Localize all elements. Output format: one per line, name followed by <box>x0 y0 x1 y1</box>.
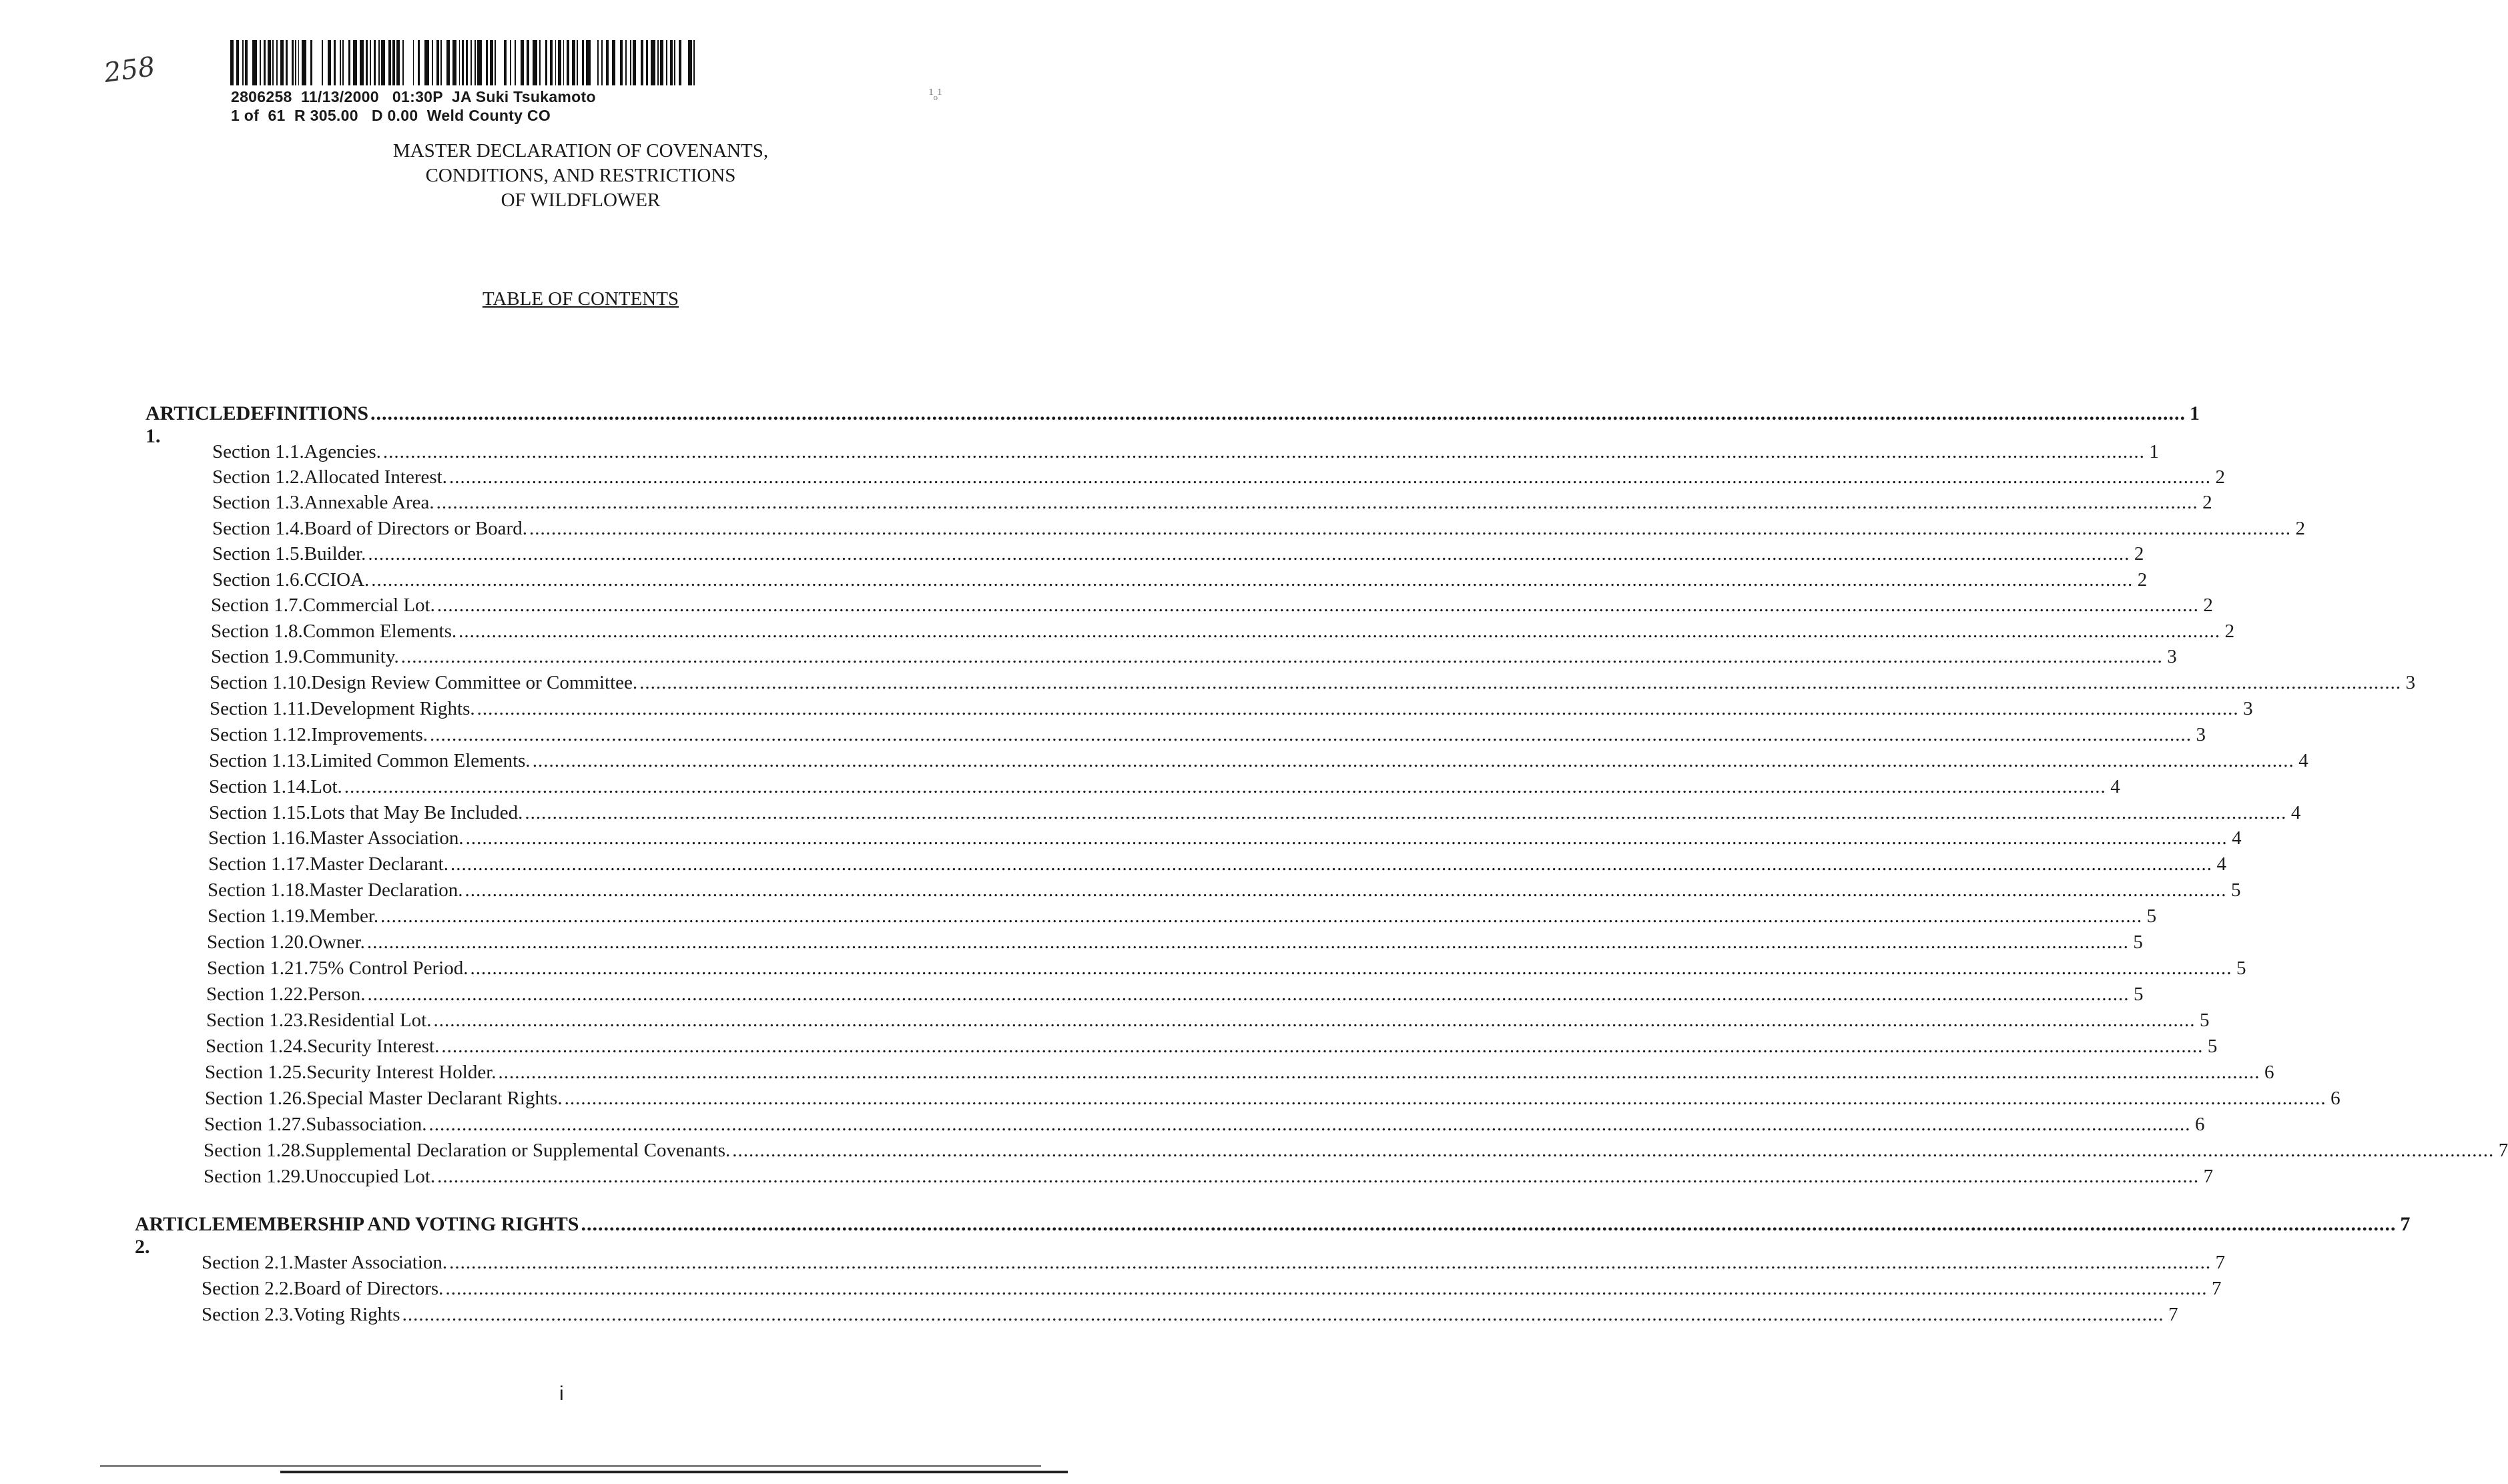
toc-entry <box>206 984 2144 1006</box>
barcode-bar <box>418 40 420 85</box>
dot-leader <box>383 441 2145 463</box>
section-page: 2 <box>2202 492 2212 513</box>
barcode-bar <box>245 40 247 85</box>
barcode-bar <box>459 40 460 85</box>
barcode-bar <box>432 40 433 85</box>
section-page: 5 <box>2207 1036 2218 1057</box>
dot-leader <box>402 1304 2164 1326</box>
barcode-bar <box>402 40 404 85</box>
section-title: Commercial Lot. <box>302 595 435 616</box>
toc-entry <box>212 518 2305 540</box>
section-title: Unoccupied Lot. <box>305 1166 436 1187</box>
section-page: 3 <box>2167 646 2177 667</box>
section-page: 5 <box>2146 905 2157 927</box>
section-title: Supplemental Declaration or Supplemental Covenants. <box>305 1140 731 1161</box>
section-number: Section 1.14. <box>209 776 311 797</box>
section-title: Development Rights. <box>310 698 475 719</box>
section-title: Design Review Committee or Committee. <box>311 672 638 693</box>
section-number: Section 1.24. <box>206 1036 308 1057</box>
barcode-bar <box>466 40 468 85</box>
article-page: 1 <box>2190 402 2200 424</box>
section-page: 7 <box>2215 1252 2226 1273</box>
section-number: Section 1.11. <box>210 698 311 719</box>
barcode-bar <box>446 40 450 85</box>
dot-leader <box>430 724 2192 746</box>
barcode-bar <box>440 40 442 85</box>
dot-leader <box>429 1114 2191 1136</box>
dot-leader <box>458 621 2220 643</box>
barcode-bar <box>597 40 599 85</box>
dot-leader <box>533 750 2294 772</box>
section-page: 6 <box>2330 1088 2340 1109</box>
section-title: Master Declarant. <box>310 853 448 875</box>
barcode-bar <box>586 40 591 85</box>
section-number: Section 1.23. <box>206 1010 308 1031</box>
dot-leader <box>477 698 2239 720</box>
section-number: Section 1.25. <box>205 1062 307 1083</box>
section-number: Section 1.26. <box>205 1088 307 1109</box>
section-page: 2 <box>2224 621 2235 642</box>
barcode-bar <box>606 40 608 85</box>
barcode-bar <box>510 40 511 85</box>
section-title: Master Association. <box>293 1252 448 1273</box>
section-title: Special Master Declarant Rights. <box>306 1088 563 1109</box>
section-page: 5 <box>2200 1010 2210 1031</box>
barcode-bar <box>688 40 691 85</box>
title-line-2: CONDITIONS, AND RESTRICTIONS <box>425 165 736 186</box>
barcode-bar <box>620 40 622 85</box>
toc-entry <box>206 1036 2218 1058</box>
section-page: 4 <box>2298 750 2308 771</box>
section-number: Section 1.18. <box>208 879 310 901</box>
dot-leader <box>437 1166 2199 1188</box>
barcode-bar <box>260 40 261 85</box>
scan-edge-line <box>100 1465 1041 1467</box>
section-page: 2 <box>2295 518 2305 539</box>
section-title: Improvements. <box>311 724 428 745</box>
section-number: Section 1.3. <box>212 492 304 513</box>
barcode-bar <box>660 40 663 85</box>
toc-entry <box>208 879 2241 901</box>
barcode-bar <box>280 40 284 85</box>
toc-entry <box>202 1304 2178 1326</box>
scan-edge-line <box>280 1471 1068 1473</box>
barcode-bar <box>322 40 323 85</box>
barcode-bar <box>374 40 376 85</box>
section-page: 3 <box>2196 724 2206 745</box>
barcode-bar <box>264 40 266 85</box>
section-number: Section 1.6. <box>212 569 304 591</box>
dot-leader <box>732 1140 2494 1162</box>
dot-leader <box>565 1088 2326 1110</box>
barcode-bar <box>340 40 341 85</box>
section-title: Board of Directors or Board. <box>304 518 527 539</box>
document-title <box>334 139 828 213</box>
toc-entry <box>212 569 2148 591</box>
barcode-bar <box>633 40 636 85</box>
barcode-bar <box>396 40 400 85</box>
section-number: Section 1.19. <box>208 905 310 927</box>
section-number: Section 1.4. <box>212 518 304 539</box>
section-number: Section 1.22. <box>206 984 308 1005</box>
toc-entry <box>211 621 2235 643</box>
toc-entry <box>212 543 2144 565</box>
barcode-bar <box>625 40 627 85</box>
dot-leader <box>639 672 2401 694</box>
dot-leader <box>371 569 2133 591</box>
section-title: Builder. <box>304 543 366 565</box>
section-page: 2 <box>2137 569 2148 591</box>
section-title: Common Elements. <box>302 621 457 642</box>
barcode-bar <box>413 40 414 85</box>
barcode-bar <box>545 40 547 85</box>
toc-entry <box>202 1278 2222 1300</box>
toc-entry <box>210 672 2416 694</box>
article-heading: MEMBERSHIP AND VOTING RIGHTS <box>225 1213 579 1235</box>
dot-leader <box>434 1010 2196 1032</box>
section-page: 2 <box>2203 595 2213 616</box>
barcode-bar <box>533 40 537 85</box>
section-number: Section 2.3. <box>202 1304 294 1325</box>
section-title: Member. <box>309 905 379 927</box>
section-page: 7 <box>2498 1140 2508 1161</box>
section-title: Board of Directors. <box>293 1278 444 1299</box>
barcode-bar <box>381 40 384 85</box>
section-number: Section 1.15. <box>209 802 311 823</box>
barcode-bar <box>601 40 603 85</box>
dot-leader <box>471 958 2232 980</box>
section-number: Section 1.17. <box>208 853 310 875</box>
barcode-bar <box>252 40 257 85</box>
dot-leader <box>445 1278 2207 1300</box>
toc-entry <box>210 724 2206 746</box>
dot-leader <box>401 646 2163 668</box>
toc-entry <box>212 466 2225 488</box>
toc-entry <box>207 958 2246 980</box>
barcode-bar <box>292 40 294 85</box>
barcode-bar <box>276 40 278 85</box>
section-number: Section 1.8. <box>211 621 303 642</box>
section-page: 3 <box>2405 672 2416 693</box>
section-page: 7 <box>2168 1304 2178 1325</box>
barcode-bar <box>302 40 306 85</box>
section-title: Limited Common Elements. <box>310 750 531 771</box>
toc-entry <box>208 827 2242 849</box>
barcode-bar <box>268 40 271 85</box>
barcode <box>230 40 697 85</box>
barcode-bar <box>348 40 350 85</box>
barcode-bar <box>651 40 655 85</box>
barcode-bar <box>666 40 667 85</box>
section-title: Lots that May Be Included. <box>310 802 523 823</box>
barcode-bar <box>555 40 557 85</box>
article-number: ARTICLE 1. <box>145 402 236 447</box>
barcode-bar <box>366 40 368 85</box>
dot-leader <box>525 802 2286 824</box>
dot-leader <box>380 905 2142 928</box>
dot-leader <box>436 492 2198 514</box>
handwritten-note: 258 <box>102 51 158 89</box>
toc-entry <box>205 1062 2274 1084</box>
dot-leader <box>465 879 2227 901</box>
section-number: Section 1.28. <box>204 1140 306 1161</box>
section-page: 5 <box>2231 879 2241 901</box>
section-page: 4 <box>2216 853 2226 875</box>
dot-leader <box>466 827 2228 849</box>
dot-leader <box>437 595 2199 617</box>
barcode-bar <box>436 40 438 85</box>
section-number: Section 1.7. <box>211 595 303 616</box>
section-number: Section 1.1. <box>212 441 304 462</box>
section-title: Community. <box>302 646 399 667</box>
toc-entry <box>211 595 2213 617</box>
toc-entry <box>211 646 2177 668</box>
barcode-bar <box>670 40 672 85</box>
section-page: 5 <box>2236 958 2246 979</box>
section-page: 4 <box>2110 776 2120 797</box>
title-line-3: OF WILDFLOWER <box>501 190 661 211</box>
barcode-bar <box>630 40 631 85</box>
barcode-bar <box>490 40 493 85</box>
toc-entry <box>208 853 2226 875</box>
toc-entry <box>205 1088 2340 1110</box>
barcode-bar <box>334 40 336 85</box>
barcode-bar <box>475 40 476 85</box>
barcode-bar <box>679 40 681 85</box>
barcode-bar <box>515 40 516 85</box>
toc-entry <box>208 905 2157 928</box>
barcode-bar <box>230 40 234 85</box>
toc-entry <box>207 932 2143 954</box>
toc-entry <box>204 1114 2205 1136</box>
section-number: Section 2.1. <box>202 1252 294 1273</box>
section-number: Section 1.29. <box>204 1166 306 1187</box>
barcode-bar <box>550 40 552 85</box>
toc-entry <box>212 492 2212 514</box>
barcode-bar <box>310 40 312 85</box>
toc-entry <box>204 1140 2508 1162</box>
section-number: Section 1.2. <box>212 466 304 488</box>
barcode-bar <box>582 40 584 85</box>
section-title: Voting Rights <box>293 1304 400 1325</box>
section-page: 7 <box>2203 1166 2214 1187</box>
barcode-bar <box>693 40 695 85</box>
barcode-bar <box>236 40 238 85</box>
toc-heading: TABLE OF CONTENTS <box>482 288 679 310</box>
section-title: Security Interest. <box>307 1036 440 1057</box>
section-title: 75% Control Period. <box>308 958 468 979</box>
toc-entry <box>209 750 2308 772</box>
section-title: Security Interest Holder. <box>306 1062 497 1083</box>
section-number: Section 1.13. <box>209 750 311 771</box>
page-number: i <box>559 1383 564 1405</box>
dot-leader <box>367 932 2129 954</box>
barcode-bar <box>495 40 496 85</box>
dot-leader <box>449 1252 2211 1274</box>
barcode-bar <box>353 40 356 85</box>
barcode-bar <box>567 40 569 85</box>
section-number: Section 1.16. <box>208 827 310 849</box>
barcode-bar <box>577 40 578 85</box>
dot-leader <box>370 402 2186 425</box>
dot-leader <box>344 776 2106 798</box>
section-page: 7 <box>2211 1278 2222 1299</box>
toc-entry <box>212 441 2159 463</box>
section-page: 1 <box>2149 441 2159 462</box>
barcode-bar <box>539 40 541 85</box>
section-title: Subassociation. <box>306 1114 427 1135</box>
dot-leader <box>529 518 2291 540</box>
article-page: 7 <box>2400 1213 2411 1235</box>
section-title: Agencies. <box>304 441 381 462</box>
barcode-bar <box>286 40 288 85</box>
section-page: 5 <box>2133 984 2144 1005</box>
section-number: Section 1.20. <box>207 932 309 953</box>
barcode-bar <box>392 40 394 85</box>
section-title: CCIOA. <box>304 569 370 591</box>
barcode-bar <box>272 40 274 85</box>
barcode-bar <box>646 40 648 85</box>
barcode-bar <box>378 40 380 85</box>
barcode-bar <box>298 40 300 85</box>
barcode-bar <box>452 40 456 85</box>
barcode-bar <box>471 40 472 85</box>
barcode-bar <box>527 40 529 85</box>
barcode-bar <box>342 40 344 85</box>
section-title: Master Association. <box>310 827 464 849</box>
toc-entry <box>209 802 2301 824</box>
toc-entry <box>204 1166 2214 1188</box>
section-title: Person. <box>308 984 366 1005</box>
dot-leader <box>450 853 2212 875</box>
section-number: Section 1.9. <box>211 646 303 667</box>
section-title: Allocated Interest. <box>304 466 447 488</box>
toc-entry <box>209 776 2120 798</box>
title-line-1: MASTER DECLARATION OF COVENANTS, <box>392 140 769 161</box>
barcode-bar <box>242 40 244 85</box>
section-number: Section 2.2. <box>202 1278 294 1299</box>
barcode-bar <box>370 40 371 85</box>
dot-leader <box>449 466 2211 488</box>
section-title: Master Declaration. <box>309 879 463 901</box>
article-heading: DEFINITIONS <box>236 402 369 424</box>
section-title: Lot. <box>310 776 342 797</box>
barcode-bar <box>504 40 506 85</box>
barcode-bar <box>477 40 482 85</box>
section-page: 4 <box>2232 827 2242 849</box>
barcode-bar <box>486 40 488 85</box>
section-page: 5 <box>2133 932 2143 953</box>
toc-entry <box>202 1252 2226 1274</box>
barcode-bar <box>558 40 561 85</box>
barcode-bar <box>641 40 643 85</box>
barcode-bar <box>563 40 565 85</box>
barcode-bar <box>572 40 575 85</box>
barcode-bar <box>674 40 675 85</box>
barcode-bar <box>462 40 464 85</box>
barcode-bar <box>657 40 659 85</box>
barcode-bar <box>424 40 429 85</box>
section-title: Residential Lot. <box>308 1010 432 1031</box>
barcode-bar <box>388 40 390 85</box>
section-title: Owner. <box>308 932 365 953</box>
dot-leader <box>499 1062 2260 1084</box>
section-page: 4 <box>2290 802 2301 823</box>
section-page: 2 <box>2134 543 2144 565</box>
dot-leader <box>368 543 2130 565</box>
section-title: Annexable Area. <box>304 492 434 513</box>
toc-entry <box>210 698 2253 720</box>
section-page: 6 <box>2264 1062 2274 1083</box>
toc-entry <box>206 1010 2210 1032</box>
section-number: Section 1.5. <box>212 543 304 565</box>
barcode-bar <box>612 40 615 85</box>
recording-info-line-1: 2806258 11/13/2000 01:30P JA Suki Tsukamoto <box>231 88 596 105</box>
barcode-bar <box>328 40 331 85</box>
section-number: Section 1.21. <box>207 958 309 979</box>
article-number: ARTICLE 2. <box>135 1213 226 1258</box>
barcode-bar <box>295 40 296 85</box>
barcode-bar <box>521 40 524 85</box>
section-number: Section 1.12. <box>210 724 312 745</box>
section-page: 6 <box>2195 1114 2205 1135</box>
barcode-bar <box>360 40 364 85</box>
section-page: 2 <box>2215 466 2225 488</box>
dot-leader <box>581 1213 2396 1236</box>
dot-leader <box>441 1036 2203 1058</box>
corner-mark: ¹ₒ¹ <box>929 85 942 102</box>
section-number: Section 1.27. <box>204 1114 306 1135</box>
recording-info-line-2: 1 of 61 R 305.00 D 0.00 Weld County CO <box>231 107 551 124</box>
section-number: Section 1.10. <box>210 672 312 693</box>
dot-leader <box>367 984 2129 1006</box>
section-page: 3 <box>2243 698 2253 719</box>
